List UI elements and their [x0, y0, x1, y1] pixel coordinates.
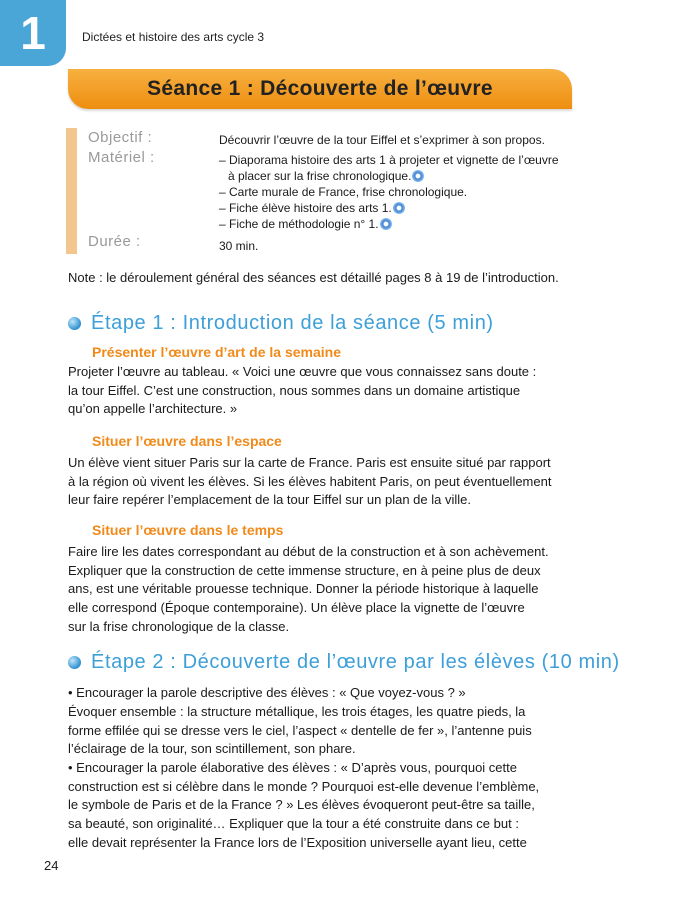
etape2-bullet1: • Encourager la parole descriptive des élèves : « Que voyez-vous ? »	[68, 685, 466, 700]
materiel-item: – Fiche élève histoire des arts 1.	[219, 200, 579, 216]
cd-icon	[412, 170, 424, 182]
session-banner	[68, 69, 572, 109]
subheading-temps: Situer l’œuvre dans le temps	[92, 522, 284, 538]
info-accent-bar	[66, 128, 77, 254]
objectif-label: Objectif :	[88, 129, 153, 146]
duree-value: 30 min.	[219, 239, 259, 253]
objectif-value: Découvrir l’œuvre de la tour Eiffel et s’exprimer à son propos.	[219, 133, 545, 147]
cd-icon	[393, 202, 405, 214]
note: Note : le déroulement général des séances est détaillé pages 8 à 19 de l’introduction.	[68, 270, 559, 285]
paragraph-espace: Un élève vient situer Paris sur la carte de France. Paris est ensuite situé par rapport à la région où vivent les élèves. Si les élèves habitent Paris, on peut éventuellement leur faire repérer l’emplacement de la tour Eiffel sur un plan de la ville.	[68, 455, 552, 508]
materiel-list	[219, 152, 579, 232]
bullet-dot-icon	[68, 656, 81, 669]
duree-label: Durée :	[88, 233, 141, 250]
cd-icon	[380, 218, 392, 230]
subheading-espace: Situer l’œuvre dans l’espace	[92, 433, 282, 449]
etape2-title: Étape 2 : Découverte de l’œuvre par les élèves (10 min)	[91, 651, 620, 673]
etape2-heading	[68, 651, 620, 674]
bullet-dot-icon	[68, 317, 81, 330]
etape2-paragraph2: • Encourager la parole élaborative des élèves : « D’après vous, pourquoi cette construction est si célèbre dans le monde ? Pourquoi est-elle devenue l’emblème, le symbole de Paris et de la France ? » Les élèves évoqueront peut-être sa taille, sa beauté, son originalité… Expliquer que la tour a été construite dans ce but : elle devait représenter la France lors de l’Exposition universelle ayant lieu, cette	[68, 760, 540, 850]
running-header: Dictées et histoire des arts cycle 3	[82, 30, 265, 44]
etape1-title: Étape 1 : Introduction de la séance (5 min)	[91, 312, 494, 334]
subheading-presenter: Présenter l’œuvre d’art de la semaine	[92, 344, 341, 360]
materiel-item: à placer sur la frise chronologique.	[219, 168, 579, 184]
info-block	[66, 128, 566, 254]
materiel-item: – Diaporama histoire des arts 1 à projeter et vignette de l’œuvre	[219, 153, 559, 167]
chapter-number: 1	[20, 7, 46, 59]
materiel-item: – Fiche de méthodologie n° 1.	[219, 216, 579, 232]
etape2-paragraph1: Évoquer ensemble : la structure métallique, les trois étages, les quatre pieds, la forme effilée qui se dresse vers le ciel, l’aspect « dentelle de fer », l’antenne puis l’éclairage de la tour, son scintillement, son phare.	[68, 704, 532, 757]
etape1-heading	[68, 312, 494, 335]
materiel-item: – Carte murale de France, frise chronologique.	[219, 185, 468, 199]
paragraph-temps: Faire lire les dates correspondant au début de la construction et à son achèvement. Expliquer que la construction de cette immense structure, en à peine plus de deux ans, est une véritable prouesse technique. Donner la période historique à laquelle elle correspond (Époque contemporaine). Un élève place la vignette de l’œuvre sur la frise chronologique de la classe.	[68, 544, 549, 634]
materiel-label: Matériel :	[88, 149, 155, 166]
paragraph-presenter: Projeter l’œuvre au tableau. « Voici une œuvre que vous connaissez sans doute : la tour Eiffel. C’est une construction, nous sommes dans un domaine artistique qu’on appelle l’architecture. »	[68, 364, 537, 417]
chapter-tab	[0, 0, 66, 66]
page-number: 24	[44, 858, 59, 873]
session-title: Séance 1 : Découverte de l’œuvre	[147, 77, 493, 100]
